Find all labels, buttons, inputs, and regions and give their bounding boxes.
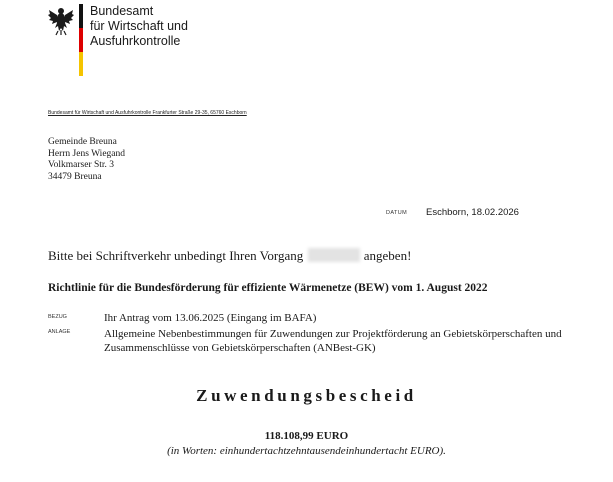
flag-gold-band: [79, 52, 83, 76]
date-value: Eschborn, 18.02.2026: [426, 207, 519, 218]
federal-eagle-icon: [48, 6, 74, 36]
grant-amount: 118.108,99 EURO: [264, 430, 349, 442]
recipient-line: Volkmarser Str. 3: [48, 160, 115, 170]
notice-text-before: Bitte bei Schriftverkehr unbedingt Ihren Vorgang: [48, 248, 304, 263]
org-name: [90, 4, 188, 49]
recipient-address: [48, 137, 125, 183]
recipient-line: Herrn Jens Wiegand: [48, 148, 126, 159]
recipient-line: Gemeinde Breuna: [48, 137, 117, 147]
redacted-case-number: [308, 248, 360, 262]
notice-text-after: angeben!: [363, 248, 412, 263]
org-name-line: Ausfuhrkontrolle: [90, 34, 181, 48]
flag-stripe: [79, 4, 83, 76]
guideline-heading: Richtlinie für die Bundesförderung für effiziente Wärmenetze (BEW) vom 1. August 2022: [48, 282, 488, 294]
document-title: Zuwendungsbescheid: [196, 386, 417, 405]
reference-notice: [48, 248, 411, 264]
org-name-line: für Wirtschaft und: [90, 19, 188, 33]
org-name-line: Bundesamt: [90, 4, 154, 18]
anlage-label: ANLAGE: [48, 329, 71, 335]
anlage-text: Allgemeine Nebenbestimmungen für Zuwendungen zur Projektförderung an Gebietskörperschaften und Zusammenschlüsse von Gebietskörperschaften (ANBest-GK): [104, 328, 562, 354]
sender-address-line: Bundesamt für Wirtschaft und Ausfuhrkontrolle Frankfurter Straße 29-35, 65760 Eschborn: [48, 110, 247, 116]
recipient-line: 34479 Breuna: [48, 171, 102, 182]
date-label: DATUM: [386, 210, 408, 216]
flag-black-band: [79, 4, 83, 28]
bezug-text: Ihr Antrag vom 13.06.2025 (Eingang im BAFA): [104, 312, 317, 324]
flag-red-band: [79, 28, 83, 52]
grant-amount-in-words: (in Worten: einhundertachtzehntausendeinhundertacht EURO).: [167, 445, 446, 457]
bezug-label: BEZUG: [48, 314, 67, 320]
